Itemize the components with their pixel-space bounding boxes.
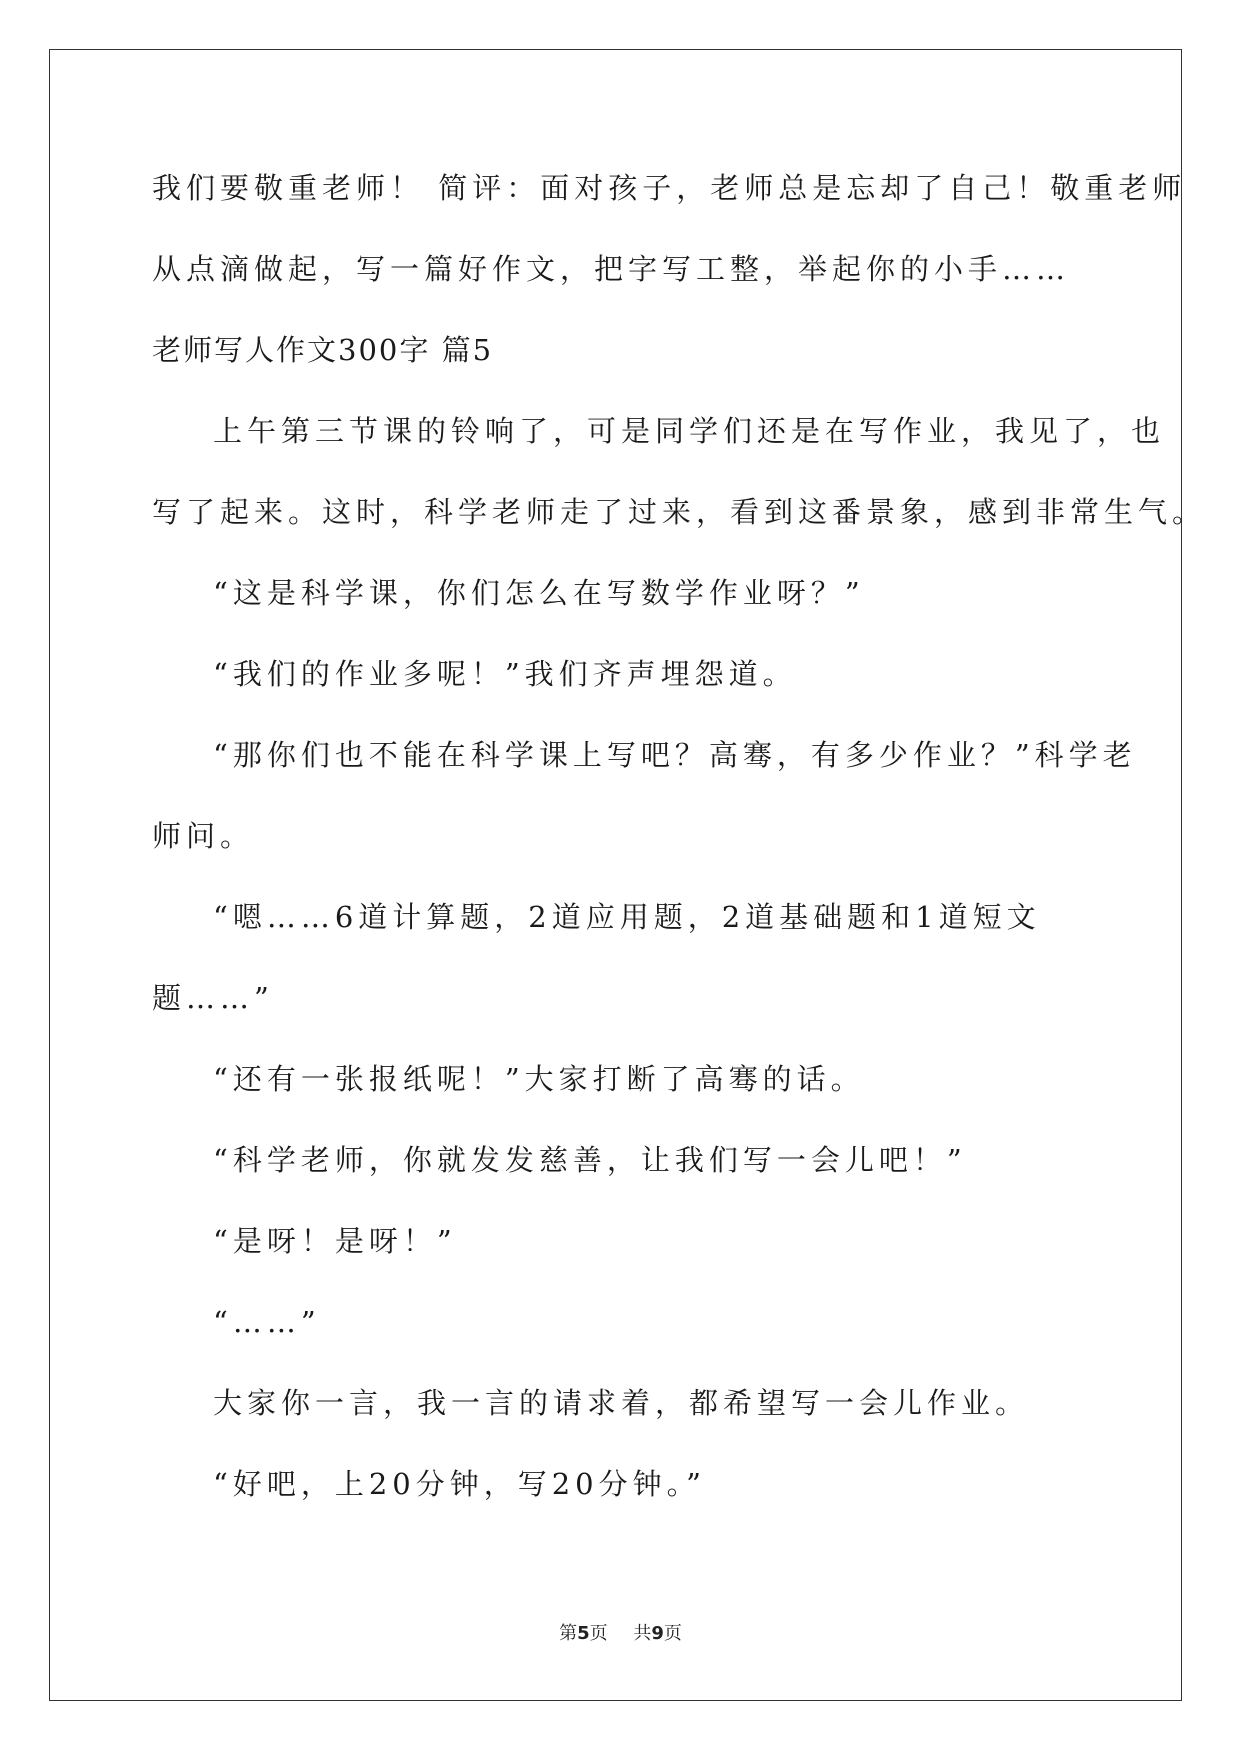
- footer-page-total: 9: [651, 1623, 664, 1644]
- dialogue-line-4: “嗯……6道计算题，2道应用题，2道基础题和1道短文: [213, 900, 1041, 934]
- dialogue-line-9: “好吧，上20分钟，写20分钟。”: [213, 1467, 706, 1501]
- footer-page-prefix: 第: [559, 1623, 578, 1644]
- body-line-5: 写了起来。这时，科学老师走了过来，看到这番景象，感到非常生气。: [152, 495, 1207, 529]
- page-border: [49, 49, 1182, 1701]
- dialogue-line-6: “科学老师，你就发发慈善，让我们写一会儿吧！”: [213, 1143, 967, 1177]
- body-line-1: 我们要敬重老师！ 简评：面对孩子，老师总是忘却了自己！敬重老师: [152, 171, 1187, 205]
- dialogue-line-3: “那你们也不能在科学课上写吧？高骞，有多少作业？”科学老: [213, 738, 1137, 772]
- dialogue-line-1: “这是科学课，你们怎么在写数学作业呀？”: [213, 576, 865, 610]
- body-line-2: 从点滴做起，写一篇好作文，把字写工整，举起你的小手……: [152, 252, 1071, 286]
- section-heading: 老师写人作文300字 篇5: [152, 333, 494, 367]
- dialogue-line-2: “我们的作业多呢！”我们齐声埋怨道。: [213, 657, 797, 691]
- body-line-16: 大家你一言，我一言的请求着，都希望写一会儿作业。: [213, 1386, 1030, 1420]
- footer-total-suffix: 页: [663, 1623, 682, 1644]
- dialogue-line-3-cont: 师问。: [152, 819, 255, 853]
- body-line-4: 上午第三节课的铃响了，可是同学们还是在写作业，我见了，也: [213, 414, 1166, 448]
- dialogue-line-5: “还有一张报纸呢！”大家打断了高骞的话。: [213, 1062, 865, 1096]
- dialogue-line-4-cont: 题……”: [152, 981, 274, 1015]
- dialogue-line-8: “……”: [213, 1305, 321, 1339]
- footer-page-current: 5: [577, 1623, 590, 1644]
- page-footer: [0, 1619, 1241, 1645]
- dialogue-line-7: “是呀！是呀！”: [213, 1224, 457, 1258]
- footer-total-prefix: 共: [633, 1623, 652, 1644]
- footer-page-mid: 页: [589, 1623, 614, 1644]
